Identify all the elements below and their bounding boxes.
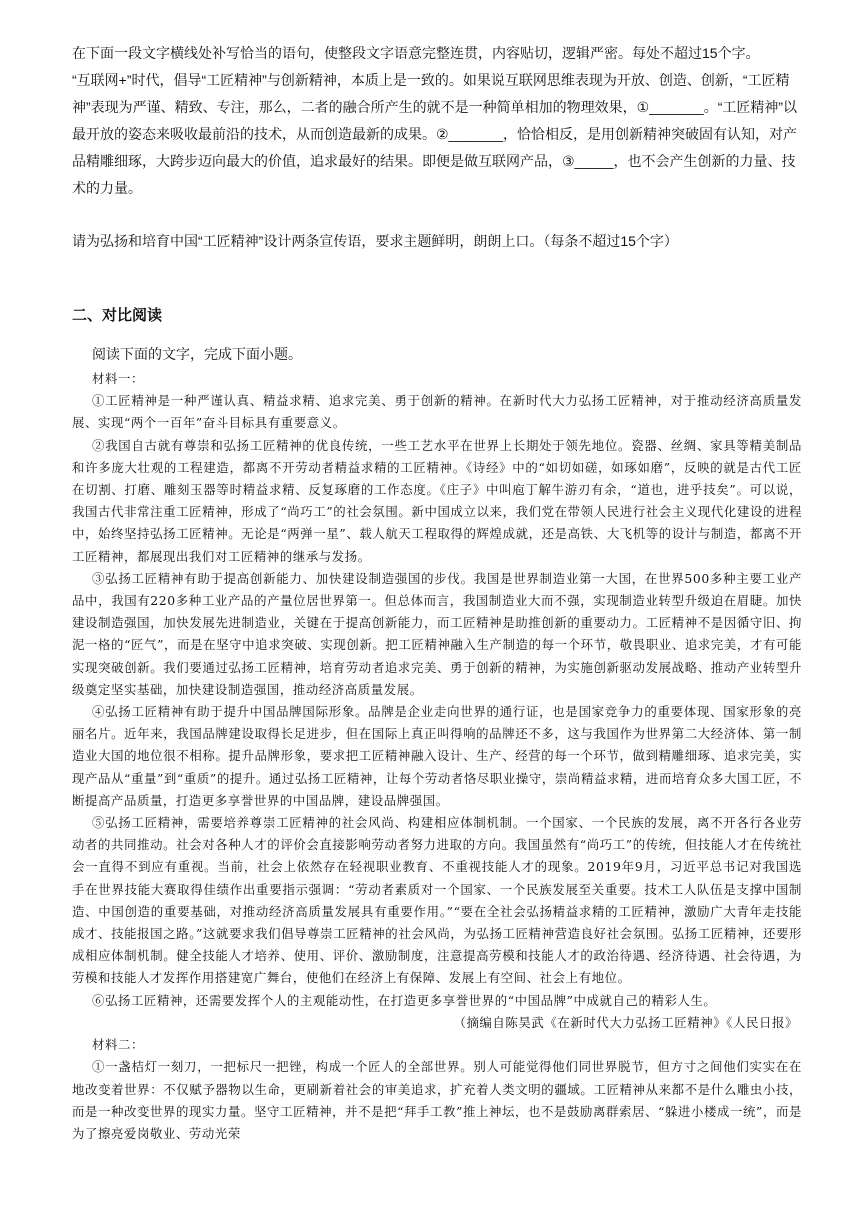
material-1-source: （摘编自陈昊武《在新时代大力弘扬工匠精神》《人民日报》 [453, 1014, 798, 1030]
material-1-paragraph: ⑥弘扬工匠精神，还需要发挥个人的主观能动性，在打造更多享誉世界的“中国品牌”中成就自己的精彩人生。 [92, 992, 717, 1008]
material-2-label: 材料二： [92, 1037, 144, 1053]
material-1-paragraph: ③弘扬工匠精神有助于提高创新能力、加快建设制造强国的步伐。我国是世界制造业第一大国，在世界500多种主要工业产品中，我国有220多种工业产品的产量位居世界第一。但总体而言，我国制造业大而不强，实现制造业转型升级迫在眉睫。加快建设制造强国，加快发展先进制造业，关键在于提高创新能力，而工匠精神是助推创新的重要动力。工匠精神不是因循守旧、拘泥一格的“匠气”，而是在坚守中追求突破、实现创新。把工匠精神融入生产制造的每一个环节，敬畏职业、追求完美，才有可能实现突破创新。我们要通过弘扬工匠精神，培育劳动者追求完美、勇于创新的精神，为实施创新驱动发展战略、推动产业转型升级奠定坚实基础，加快建设制造强国，推动经济高质量发展。 [72, 570, 802, 697]
material-1-paragraph: ①工匠精神是一种严谨认真、精益求精、追求完美、勇于创新的精神。在新时代大力弘扬工匠精神，对于推动经济高质量发展、实现“两个一百年”奋斗目标具有重要意义。 [72, 393, 802, 431]
section-title: 二、对比阅读 [72, 307, 163, 324]
question-1-passage: “互联网+”时代，倡导“工匠精神”与创新精神，本质上是一致的。如果说互联网思维表现为开放、创造、创新，“工匠精神”表现为严谨、精致、专注，那么，二者的融合所产生的就不是一种简单相加的物理效果，①_______。“工匠精神”以最开放的姿态来吸收最前沿的技术，从而创造最新的成果。②_______，恰恰相反，是用创新精神突破固有认知，对产品精雕细琢，大跨步迈向最大的价值，追求最好的结果。即便是做互联网产品，③_____，也不会产生创新的力量、技术的力量。 [72, 72, 798, 196]
material-1-paragraph: ②我国自古就有尊崇和弘扬工匠精神的优良传统，一些工艺水平在世界上长期处于领先地位。瓷器、丝绸、家具等精美制品和许多庞大壮观的工程建造，都离不开劳动者精益求精的工匠精神。《诗经》中的“如切如磋，如琢如磨”，反映的就是古代工匠在切割、打磨、雕刻玉器等时精益求精、反复琢磨的工作态度。《庄子》中叫庖丁解牛游刃有余，“道也，进乎技矣”。可以说，我国古代非常注重工匠精神，形成了“尚巧工”的社会氛围。新中国成立以来，我们党在带领人民进行社会主义现代化建设的进程中，始终坚持弘扬工匠精神。无论是“两弹一星”、载人航天工程取得的辉煌成就，还是高铁、大飞机等的设计与制造，都离不开工匠精神，都展现出我们对工匠精神的继承与发扬。 [72, 437, 802, 564]
question-1-instruction: 在下面一段文字横线处补写恰当的语句，使整段文字语意完整连贯，内容贴切，逻辑严密。每处不超过15个字。 [72, 45, 760, 61]
material-2-paragraph: ①一盏桔灯一刻刀，一把标尺一把锉，构成一个匠人的全部世界。别人可能觉得他们同世界脱节，但方寸之间他们实实在在地改变着世界：不仅赋予器物以生命，更刷新着社会的审美追求，扩充着人类文明的疆域。工匠精神从来都不是什么雕虫小技，而是一种改变世界的现实力量。坚守工匠精神，并不是把“拜手工教”推上神坛，也不是鼓励离群索居、“躲进小楼成一统”，而是为了擦亮爱岗敬业、劳动光荣 [72, 1059, 802, 1141]
material-1-label: 材料一： [92, 371, 144, 386]
reading-instruction: 阅读下面的文字，完成下面小题。 [92, 346, 302, 362]
question-1 [72, 40, 802, 202]
question-2 [72, 228, 802, 255]
material-1-paragraph: ④弘扬工匠精神有助于提升中国品牌国际形象。品牌是企业走向世界的通行证，也是国家竞争力的重要体现、国家形象的亮丽名片。近年来，我国品牌建设取得长足进步，但在国际上真正叫得响的品牌还不多，这与我国作为世界第二大经济体、第一制造业大国的地位很不相称。提升品牌形象，要求把工匠精神融入设计、生产、经营的每一个环节，做到精雕细琢、追求完美，实现产品从“重量”到“重质”的提升。通过弘扬工匠精神，让每个劳动者恪尽职业操守，崇尚精益求精，进而培育众多大国工匠，不断提高产品质量，打造更多享誉世界的中国品牌，建设品牌强国。 [72, 704, 802, 808]
reading-materials [72, 368, 802, 1145]
question-2-instruction: 请为弘扬和培育中国“工匠精神”设计两条宣传语，要求主题鲜明，朗朗上口。（每条不超过15个字） [72, 233, 678, 249]
material-1-paragraph: ⑤弘扬工匠精神，需要培养尊崇工匠精神的社会风尚、构建相应体制机制。一个国家、一个民族的发展，离不开各行各业劳动者的共同推动。社会对各种人才的评价会直接影响劳动者努力进取的方向。我国虽然有“尚巧工”的传统，但技能人才在传统社会一直得不到应有重视。当前，社会上依然存在轻视职业教育、不重视技能人才的现象。2019年9月，习近平总书记对我国选手在世界技能大赛取得佳绩作出重要指示强调：“劳动者素质对一个国家、一个民族发展至关重要。技术工人队伍是支撑中国制造、中国创造的重要基础，对推动经济高质量发展具有重要作用。”“要在全社会弘扬精益求精的工匠精神，激励广大青年走技能成才、技能报国之路。”这就要求我们倡导尊崇工匠精神的社会风尚，为弘扬工匠精神营造良好社会氛围。弘扬工匠精神，还要形成相应体制机制。健全技能人才培养、使用、评价、激励制度，注意提高劳模和技能人才的政治待遇、经济待遇、社会待遇，为劳模和技能人才发挥作用搭建宽广舞台，使他们在经济上有保障、发展上有空间、社会上有地位。 [72, 815, 802, 986]
